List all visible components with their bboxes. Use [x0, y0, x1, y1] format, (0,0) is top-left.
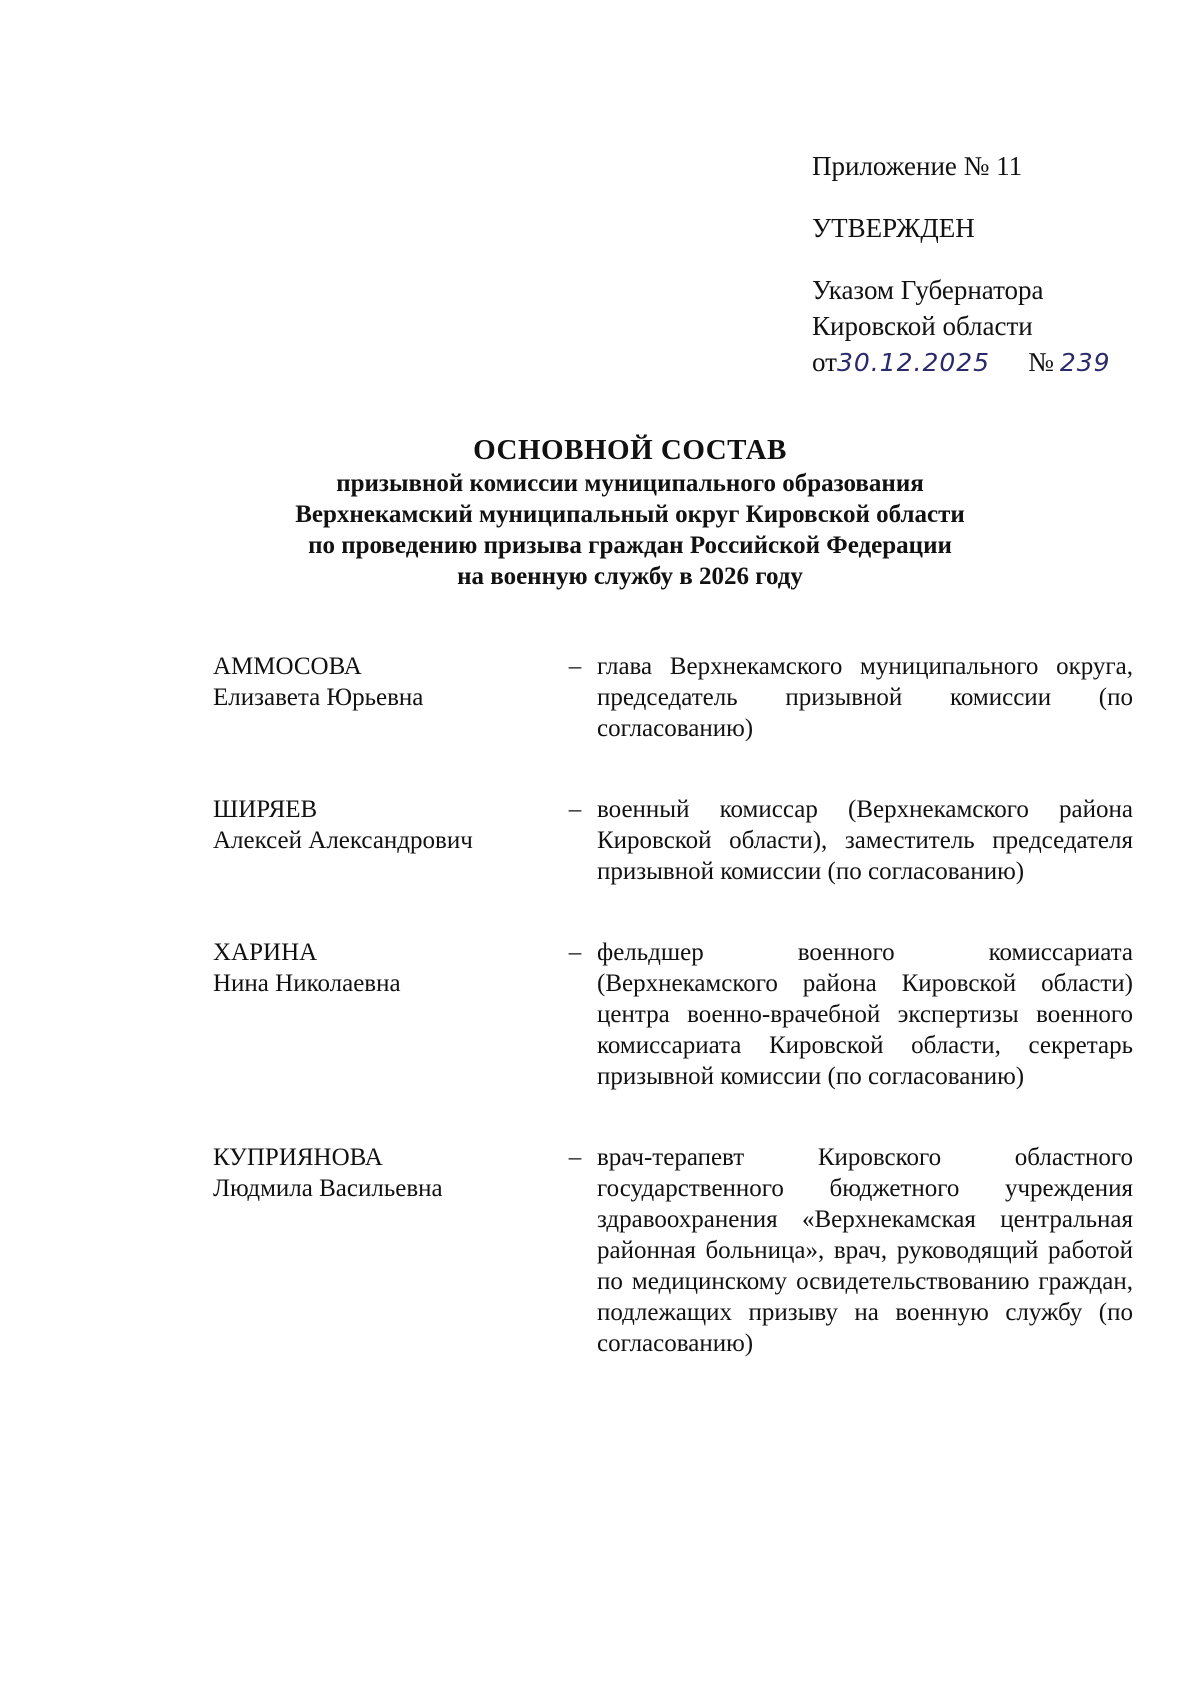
member-role: военный комиссар (Верхнекамского района Кировской области), заместитель председателя призывной комиссии (по согласованию) [597, 796, 1133, 885]
member-entry [213, 1142, 1133, 1359]
member-name [213, 794, 563, 887]
member-dash: – [568, 653, 582, 680]
member-list [213, 651, 1133, 1359]
title-line-2: Верхнекамский муниципальный округ Кировской области [295, 501, 965, 528]
member-dash: – [568, 1144, 582, 1171]
member-given-name: Людмила Васильевна [213, 1175, 443, 1202]
member-role: фельдшер военного комиссариата (Верхнекамского района Кировской области) центра военно-врачебной экспертизы военного комиссариата Кировской области, секретарь призывной комиссии (по согласованию) [597, 939, 1133, 1090]
member-dash: – [568, 939, 582, 966]
member-surname: ХАРИНА [213, 939, 318, 966]
number-label: № [1028, 347, 1054, 377]
member-surname: КУПРИЯНОВА [213, 1144, 383, 1171]
member-entry [213, 794, 1133, 887]
handwritten-date: 30.12.2025 [836, 348, 991, 377]
approval-stamp-block [812, 148, 1152, 381]
decree-date-line [812, 344, 1152, 381]
title-line-4: на военную службу в 2026 году [457, 563, 803, 590]
title-main: ОСНОВНОЙ СОСТАВ [473, 434, 787, 466]
decree-line-1: Указом Губернатора [812, 275, 1044, 305]
member-surname: АММОСОВА [213, 653, 362, 680]
member-surname: ШИРЯЕВ [213, 796, 318, 823]
member-dash: – [568, 796, 582, 823]
member-role: врач-терапевт Кировского областного государственного бюджетного учреждения здравоохранения «Верхнекамская центральная районная больница», врач, руководящий работой по медицинскому освидетельствованию граждан, подлежащих призыву на военную службу (по согласованию) [597, 1144, 1133, 1357]
member-name [213, 651, 563, 744]
member-entry [213, 937, 1133, 1092]
member-given-name: Нина Николаевна [213, 970, 401, 997]
member-given-name: Алексей Александрович [213, 827, 473, 854]
member-entry [213, 651, 1133, 744]
approved-label: УТВЕРЖДЕН [812, 213, 975, 243]
member-name [213, 1142, 563, 1359]
handwritten-number: 239 [1059, 348, 1111, 377]
member-name [213, 937, 563, 1092]
title-line-3: по проведению призыва граждан Российской Федерации [308, 532, 952, 559]
document-title [200, 432, 1060, 592]
annex-number: Приложение № 11 [812, 151, 1023, 181]
decree-line-2: Кировской области [812, 311, 1033, 341]
date-prefix: от [812, 347, 837, 377]
title-line-1: призывной комиссии муниципального образования [336, 470, 924, 497]
member-given-name: Елизавета Юрьевна [213, 684, 424, 711]
member-role: глава Верхнекамского муниципального округа, председатель призывной комиссии (по согласованию) [597, 653, 1133, 742]
